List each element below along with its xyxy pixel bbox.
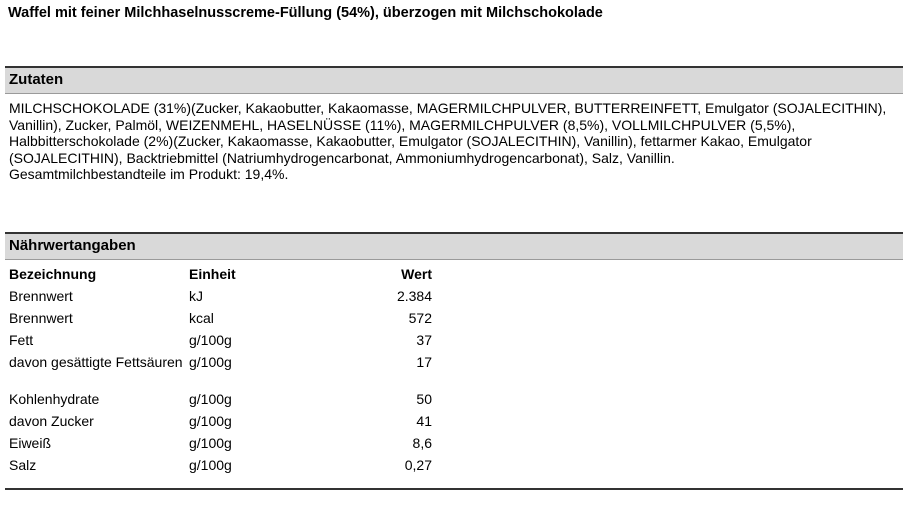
- nutrient-unit: g/100g: [189, 332, 232, 348]
- table-row: [7, 457, 434, 479]
- nutrient-name: Fett: [9, 332, 34, 348]
- nutrient-value: 37: [416, 332, 432, 348]
- table-row: [7, 332, 434, 354]
- table-row: [7, 413, 434, 435]
- ingredients-text: MILCHSCHOKOLADE (31%)(Zucker, Kakaobutter, Kakaomasse, MAGERMILCHPULVER, BUTTERREINFETT, Emulgator (SOJALECITHIN), Vanillin), Zucker, Palmöl, WEIZENMEHL, HASELNÜSSE (11%), MAGERMILCHPULVER (8,5%), VOLLMILCHPULVER (5,5%), Halbbitterschokolade (2%)(Zucker, Kakaomasse, Kakaobutter, Emulgator (SOJALECITHIN), Vanillin), fettarmer Kakao, Emulgator (SOJALECITHIN), Backtriebmittel (Natriumhydrogencarbonat, Ammoniumhydrogencarbonat), Salz, Vanillin.: [9, 100, 887, 166]
- nutrient-value: 8,6: [412, 435, 432, 451]
- column-header-unit: Einheit: [189, 266, 236, 282]
- nutrient-value: 41: [416, 413, 432, 429]
- nutrient-value: 572: [408, 310, 432, 326]
- nutrition-header: [5, 232, 903, 260]
- nutrient-unit: g/100g: [189, 413, 232, 429]
- table-row: [7, 391, 434, 413]
- nutrient-unit: g/100g: [189, 435, 232, 451]
- nutrient-name: Eiweiß: [9, 435, 52, 451]
- table-row: [7, 288, 434, 310]
- nutrition-heading: Nährwertangaben: [9, 237, 136, 254]
- nutrition-table: [7, 266, 434, 479]
- nutrient-unit: g/100g: [189, 457, 232, 473]
- milk-content-note: Gesamtmilchbestandteile im Produkt: 19,4%.: [9, 166, 289, 182]
- nutrient-value: 50: [416, 391, 432, 407]
- table-row: [7, 310, 434, 332]
- ingredients-block: [9, 100, 889, 183]
- nutrient-value: 2.384: [396, 288, 432, 304]
- nutrient-name: Salz: [9, 457, 37, 473]
- bottom-divider: [5, 488, 903, 490]
- nutrient-unit: g/100g: [189, 391, 232, 407]
- nutrient-name: Kohlenhydrate: [9, 391, 100, 407]
- ingredients-heading: Zutaten: [9, 71, 64, 88]
- nutrient-name: davon Zucker: [9, 413, 94, 429]
- nutrient-unit: g/100g: [189, 354, 232, 370]
- column-header-value: Wert: [401, 266, 432, 282]
- column-header-name: Bezeichnung: [9, 266, 97, 282]
- ingredients-header: [5, 66, 903, 94]
- nutrient-name: davon gesättigte Fettsäuren: [9, 354, 183, 370]
- table-row: [7, 435, 434, 457]
- nutrition-table-header-row: [7, 266, 434, 288]
- nutrient-name: Brennwert: [9, 288, 73, 304]
- product-title: Waffel mit feiner Milchhaselnusscreme-Füllung (54%), überzogen mit Milchschokolade: [8, 5, 603, 21]
- nutrient-value: 0,27: [404, 457, 432, 473]
- table-row: [7, 354, 434, 391]
- nutrient-unit: kJ: [189, 288, 203, 304]
- nutrient-value: 17: [416, 354, 432, 370]
- nutrient-unit: kcal: [189, 310, 214, 326]
- nutrient-name: Brennwert: [9, 310, 73, 326]
